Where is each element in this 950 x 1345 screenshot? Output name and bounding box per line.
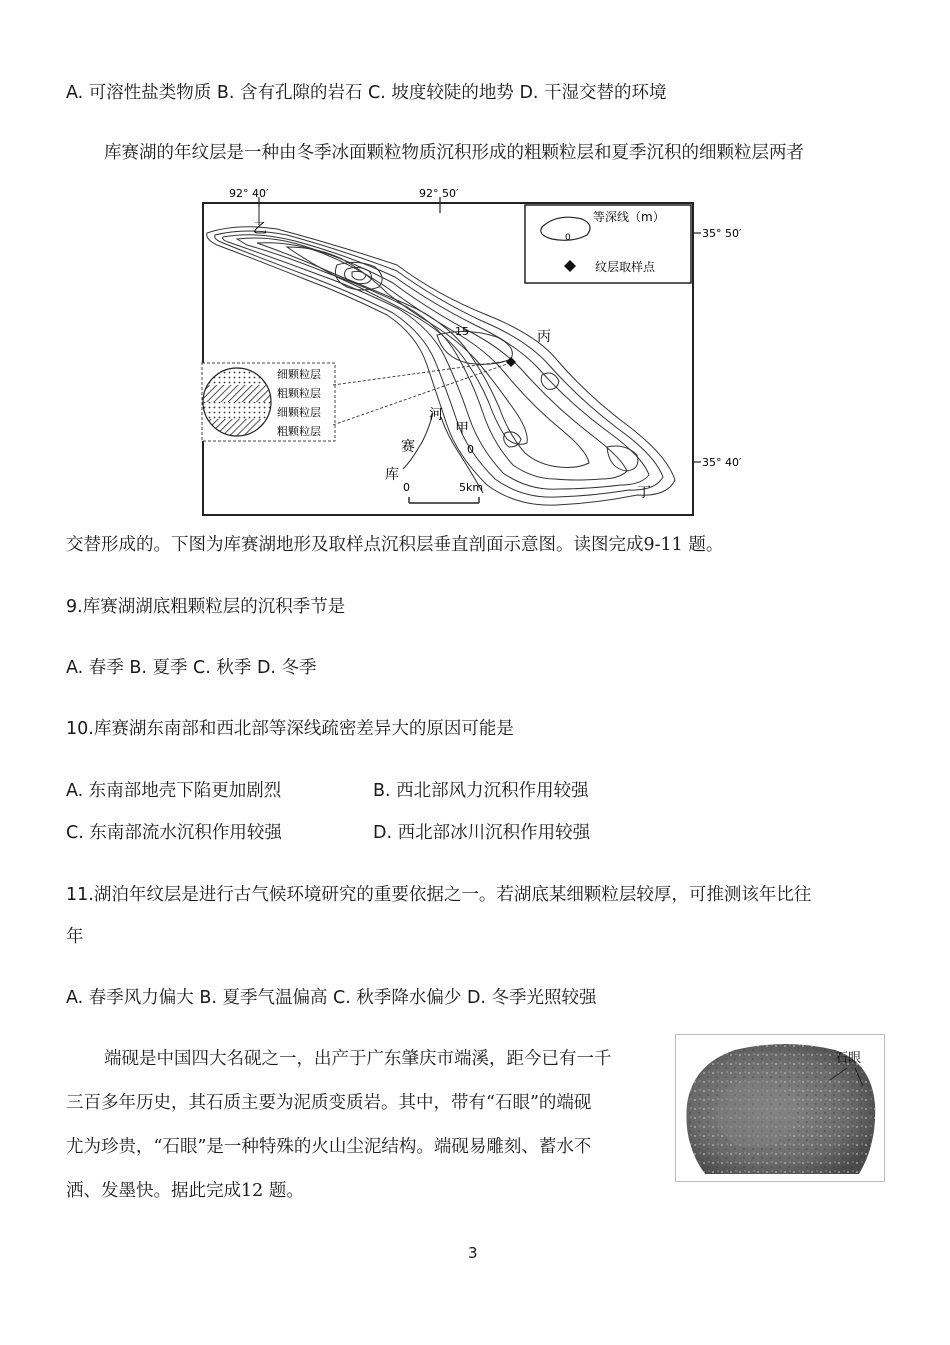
label-jia: 甲 [455, 421, 469, 437]
lake-map-figure [197, 185, 757, 520]
q10-option-c: C. 东南部流水沉积作用较强 [66, 823, 282, 843]
page-number: 3 [468, 1244, 478, 1262]
q11-options: A. 春季风力偏大 B. 夏季气温偏高 C. 秋季降水偏少 D. 冬季光照较强 [66, 988, 597, 1008]
layer-label-2: 粗颗粒层 [277, 387, 321, 400]
depth-label-15: 15 [455, 325, 469, 338]
label-he: 河 [429, 407, 443, 423]
layer-label-3: 细颗粒层 [277, 406, 321, 419]
scale-0: 0 [403, 481, 410, 494]
depth-label-0: 0 [467, 443, 474, 456]
q9-options: A. 春季 B. 夏季 C. 秋季 D. 冬季 [66, 658, 317, 678]
label-ding: 丁 [637, 485, 651, 501]
label-bing: 丙 [537, 329, 551, 345]
q9-stem: 9.库赛湖湖底粗颗粒层的沉积季节是 [66, 597, 346, 617]
stone-eye-label: 石眼 [835, 1051, 862, 1066]
q10-stem: 10.库赛湖东南部和西北部等深线疏密差异大的原因可能是 [66, 719, 514, 739]
scale-5km: 5km [459, 481, 484, 494]
layer-label-4: 粗颗粒层 [277, 425, 321, 438]
q10-option-d: D. 西北部冰川沉积作用较强 [373, 823, 591, 843]
passage2-line-3: 尤为珍贵，“石眼”是一种特殊的火山尘泥结构。端砚易雕刻、蓄水不 [66, 1137, 592, 1157]
lat-bottom-label: 35° 40′ [702, 456, 742, 469]
passage2-line-4: 洒、发墨快。据此完成12 题。 [66, 1181, 304, 1201]
q11-stem-line-2: 年 [66, 927, 84, 947]
label-yi: 乙 [253, 221, 267, 237]
q8-options: A. 可溶性盐类物质 B. 含有孔隙的岩石 C. 坡度较陡的地势 D. 干湿交替的环境 [66, 83, 667, 103]
inkstone-photo [675, 1034, 885, 1182]
legend-contour-label: 等深线（m） [593, 210, 665, 224]
passage2-line-1: 端砚是中国四大名砚之一，出产于广东肇庆市端溪，距今已有一千 [104, 1049, 612, 1069]
q10-option-b: B. 西北部风力沉积作用较强 [373, 781, 589, 801]
label-sai: 赛 [401, 439, 415, 455]
passage-line-1: 库赛湖的年纹层是一种由冬季冰面颗粒物质沉积形成的粗颗粒层和夏季沉积的细颗粒层两者 [104, 143, 804, 163]
lon-right-label: 92° 50′ [419, 187, 459, 200]
passage-line-2: 交替形成的。下图为库赛湖地形及取样点沉积层垂直剖面示意图。读图完成9-11 题。 [66, 535, 724, 555]
lon-left-label: 92° 40′ [229, 187, 269, 200]
q11-stem-line-1: 11.湖泊年纹层是进行古气候环境研究的重要依据之一。若湖底某细颗粒层较厚，可推测该年比往 [66, 885, 812, 905]
layer-label-1: 细颗粒层 [277, 368, 321, 381]
passage2-line-2: 三百多年历史，其石质主要为泥质变质岩。其中，带有“石眼”的端砚 [66, 1093, 592, 1113]
q10-option-a: A. 东南部地壳下陷更加剧烈 [66, 781, 282, 801]
label-ku: 库 [385, 467, 399, 483]
sample-point-icon [506, 357, 516, 367]
legend-sample-label: 纹层取样点 [595, 260, 656, 274]
lat-top-label: 35° 50′ [702, 227, 742, 240]
legend-contour-zero: 0 [565, 233, 571, 243]
